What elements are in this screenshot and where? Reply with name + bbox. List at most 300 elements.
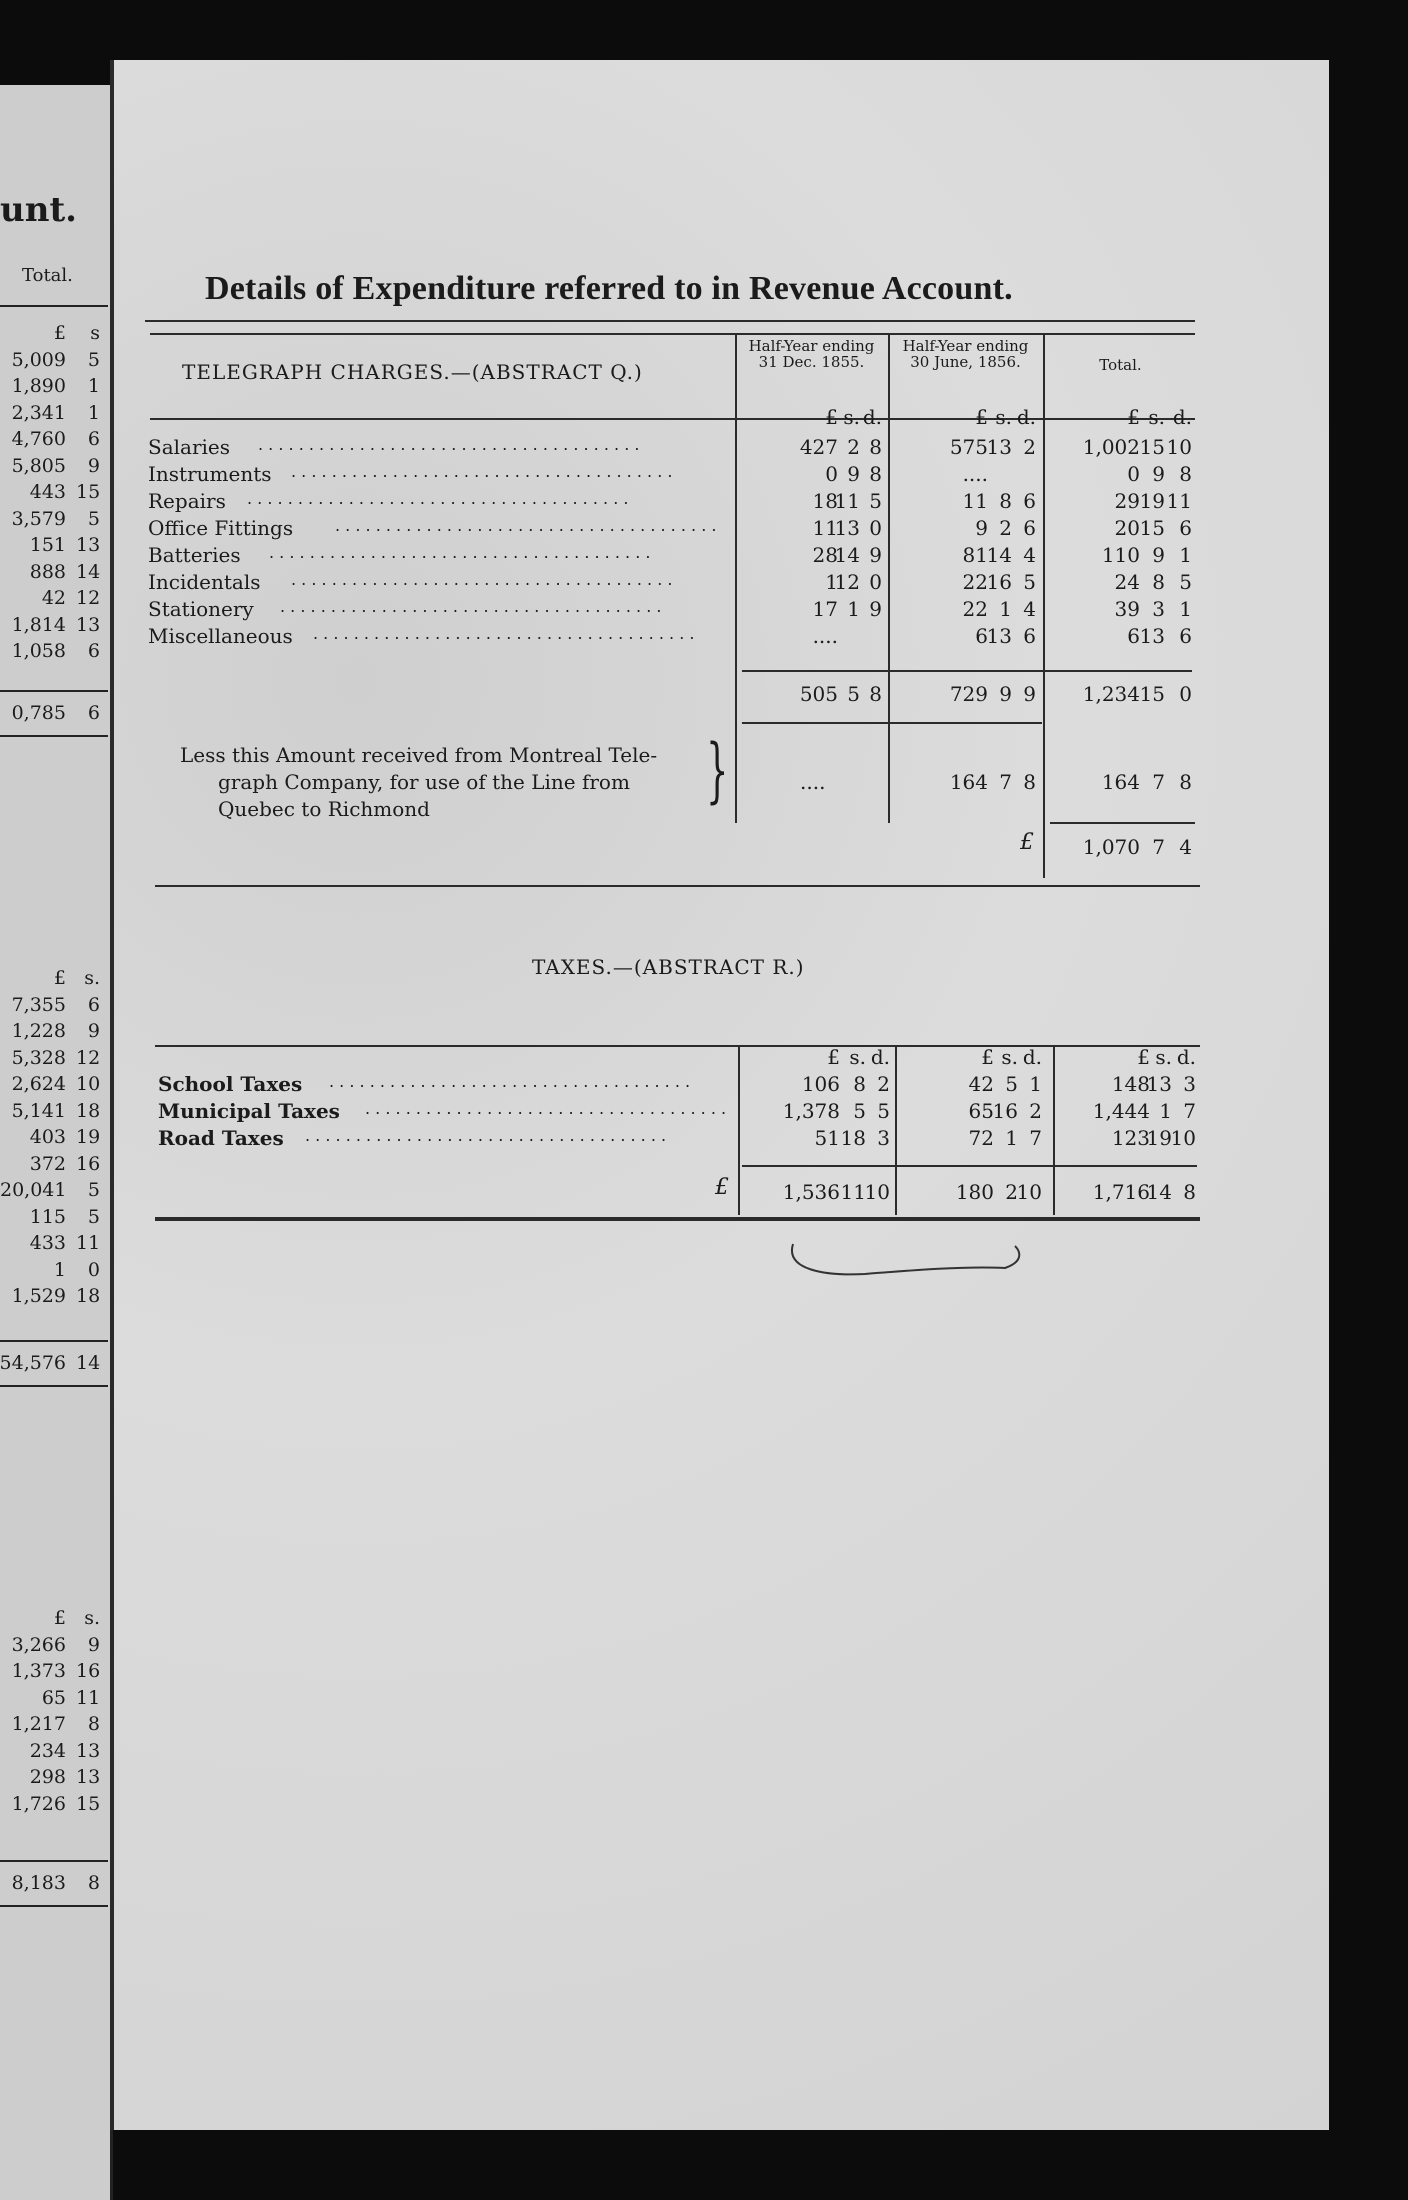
col1-shillings: 14 <box>834 543 860 567</box>
tax-col1-pence: 2 <box>877 1072 890 1096</box>
prev-row <box>0 1283 108 1310</box>
prev-shillings: 13 <box>76 1766 101 1788</box>
col1-pounds: 11 <box>812 516 838 540</box>
prev-pounds: 115 <box>29 1205 66 1228</box>
prev-shillings: 5 <box>87 348 100 371</box>
tax-col1-pounds: 106 <box>801 1072 840 1096</box>
rule <box>742 722 1042 724</box>
col3-pounds: 20 <box>1114 516 1140 540</box>
col2-pence: 6 <box>1023 489 1036 513</box>
less-col3-pence: 8 <box>1179 770 1192 794</box>
col1-pounds: 1 <box>825 570 838 594</box>
col2-pounds: 22 <box>962 597 988 621</box>
prev-pounds: 151 <box>29 534 66 556</box>
tax-col2-pounds: 65 <box>968 1099 994 1123</box>
prev-row <box>0 373 108 400</box>
tax-col2-shillings: 1 <box>1005 1126 1018 1150</box>
prev-block-3 <box>0 1605 108 1817</box>
prev-shillings: 13 <box>76 534 101 556</box>
rule <box>155 1217 1200 1221</box>
prev-pounds: 0,785 <box>11 702 66 724</box>
col2-pence: 6 <box>1023 516 1036 540</box>
col1-shillings: 12 <box>834 570 860 594</box>
prev-pounds: 403 <box>29 1126 66 1148</box>
prev-row <box>0 1870 108 1897</box>
lsd-header-pence: d. <box>1172 405 1192 429</box>
prev-divider <box>0 1385 108 1387</box>
leader-dots: . . . . . . . . . . . . . . . . . . . . . . . . . . . . . . . . . . . . . . <box>291 570 673 589</box>
prev-shillings: 5 <box>87 1179 100 1201</box>
tax-lsd-header-pence: d. <box>870 1045 890 1069</box>
col2-pence: 5 <box>1023 570 1036 594</box>
column-rule <box>888 333 890 823</box>
prev-shillings: 12 <box>76 1046 101 1069</box>
tax-col3-pounds: 123 <box>1111 1126 1150 1150</box>
tax-row-label: School Taxes <box>158 1072 303 1096</box>
prev-pounds: 1,217 <box>11 1713 66 1735</box>
prev-row <box>0 1204 108 1231</box>
telegraph-row-label: Repairs <box>148 489 226 513</box>
col2-shillings: 2 <box>999 516 1012 540</box>
prev-row <box>0 453 108 480</box>
prev-page-title-fragment: unt. <box>0 190 77 230</box>
tax-pound-symbol: £ <box>715 1175 729 1200</box>
tax-total-col3-pounds: 1,716 <box>1092 1180 1150 1204</box>
col3-shillings: 15 <box>1139 516 1165 540</box>
lsd-header-pounds: £ <box>1127 405 1140 429</box>
tax-lsd-header-pence: d. <box>1022 1045 1042 1069</box>
prev-pounds: 1,058 <box>11 640 66 662</box>
prev-shillings: 9 <box>87 1020 100 1042</box>
prev-page-total-label: Total. <box>22 265 73 286</box>
col1-pence: 9 <box>869 543 882 567</box>
less-col1-value: .... <box>800 770 826 794</box>
prev-row <box>0 1045 108 1072</box>
col2-shillings: 13 <box>986 624 1012 648</box>
leader-dots: . . . . . . . . . . . . . . . . . . . . . . . . . . . . . . . . . . . . . . <box>280 597 662 616</box>
prev-shillings: 14 <box>76 560 101 583</box>
tax-col2-pence: 1 <box>1029 1072 1042 1096</box>
prev-shillings: 8 <box>87 1713 100 1735</box>
prev-divider <box>0 1340 108 1342</box>
prev-row <box>0 1738 108 1765</box>
net-shillings: 7 <box>1152 835 1165 859</box>
prev-row <box>0 347 108 374</box>
prev-row <box>0 585 108 612</box>
col2-pounds: 11 <box>962 489 988 513</box>
leader-dots: . . . . . . . . . . . . . . . . . . . . . . . . . . . . . . . . . . . . . . <box>258 435 640 454</box>
tax-col3-pence: 3 <box>1183 1072 1196 1096</box>
prev-shillings: 6 <box>87 428 100 450</box>
prev-divider <box>0 1860 108 1862</box>
prev-pounds: 1,726 <box>11 1792 66 1815</box>
prev-pounds: 54,576 <box>0 1352 66 1374</box>
prev-shillings: 9 <box>87 454 100 477</box>
tax-col3-shillings: 1 <box>1159 1099 1172 1123</box>
rule <box>155 885 1200 887</box>
prev-row <box>0 1791 108 1818</box>
lsd-header-shillings: s. <box>843 405 860 429</box>
prev-row <box>0 1018 108 1045</box>
prev-row <box>0 1711 108 1738</box>
telegraph-row-label: Batteries <box>148 543 241 567</box>
tax-col3-shillings: 13 <box>1146 1072 1172 1096</box>
tax-col1-pounds: 51 <box>814 1126 840 1150</box>
prev-shillings: 19 <box>76 1126 101 1148</box>
prev-pounds: 1,814 <box>11 613 66 636</box>
leader-dots: . . . . . . . . . . . . . . . . . . . . . . . . . . . . . . . . . . . . . . <box>247 489 629 508</box>
prev-block-1 <box>0 320 108 665</box>
rule <box>155 1045 1200 1047</box>
prev-divider <box>0 305 108 307</box>
col2-shillings: 8 <box>999 489 1012 513</box>
tax-col2-pounds: 72 <box>968 1126 994 1150</box>
tax-col3-shillings: 19 <box>1146 1126 1172 1150</box>
col2-pence: 4 <box>1023 597 1036 621</box>
col3-pence: 1 <box>1179 597 1192 621</box>
col1-pence: 8 <box>869 462 882 486</box>
prev-row <box>0 1257 108 1284</box>
tax-col2-shillings: 16 <box>992 1099 1018 1123</box>
prev-divider <box>0 735 108 737</box>
prev-pounds: 1,529 <box>11 1285 66 1307</box>
col3-pounds: 0 <box>1127 462 1140 486</box>
prev-row <box>0 1151 108 1178</box>
tax-total-col2-pence: 10 <box>1016 1180 1042 1204</box>
tax-lsd-header-pence: d. <box>1176 1045 1196 1069</box>
tax-total-col3-pence: 8 <box>1183 1180 1196 1204</box>
col2-pounds: 575 <box>949 435 988 459</box>
rule <box>1050 822 1195 824</box>
prev-s-symbol: s <box>90 322 100 344</box>
col1-pence: 0 <box>869 570 882 594</box>
subtotal-col3-shillings: 15 <box>1139 682 1165 706</box>
prev-shillings: 15 <box>76 1792 101 1815</box>
prev-pounds: 42 <box>41 587 66 609</box>
col2-pounds: 9 <box>975 516 988 540</box>
tax-lsd-header-pounds: £ <box>827 1045 840 1069</box>
prev-shillings: 1 <box>87 375 100 397</box>
less-col3-shillings: 7 <box>1152 770 1165 794</box>
column-rule <box>1043 333 1045 878</box>
less-col2-pounds: 164 <box>949 770 988 794</box>
lsd-header-shillings: s. <box>1148 405 1165 429</box>
leader-dots: . . . . . . . . . . . . . . . . . . . . . . . . . . . . . . . . . . . . . . <box>335 516 717 535</box>
tax-row-label: Municipal Taxes <box>158 1099 340 1123</box>
prev-row <box>0 1071 108 1098</box>
prev-pounds: 5,805 <box>11 454 66 477</box>
prev-shillings: 5 <box>87 1205 100 1228</box>
prev-s-symbol: s. <box>84 967 100 989</box>
prev-row <box>0 1632 108 1659</box>
net-pound-symbol: £ <box>1020 830 1034 855</box>
col2-pence: 4 <box>1023 543 1036 567</box>
rule <box>742 1165 1197 1167</box>
prev-shillings: 13 <box>76 613 101 636</box>
tax-col1-shillings: 18 <box>840 1126 866 1150</box>
col3-shillings: 9 <box>1152 543 1165 567</box>
tax-col1-pence: 3 <box>877 1126 890 1150</box>
col1-pence: 8 <box>869 435 882 459</box>
less-text-line: Quebec to Richmond <box>218 797 430 821</box>
prev-header-row <box>0 1605 108 1632</box>
less-col3-pounds: 164 <box>1101 770 1140 794</box>
prev-shillings: 5 <box>87 507 100 530</box>
col2-pounds: 6 <box>975 624 988 648</box>
tax-col1-pounds: 1,378 <box>782 1099 840 1123</box>
prev-pounds: 234 <box>29 1739 66 1762</box>
col3-pence: 1 <box>1179 543 1192 567</box>
col1-shillings: 9 <box>847 462 860 486</box>
prev-pounds: 1 <box>53 1258 66 1281</box>
tax-col3-pounds: 148 <box>1111 1072 1150 1096</box>
telegraph-row-label: Instruments <box>148 462 272 486</box>
col3-pence: 8 <box>1179 462 1192 486</box>
leader-dots: . . . . . . . . . . . . . . . . . . . . . . . . . . . . . . . . . . . . <box>365 1099 727 1118</box>
col2-pence: 2 <box>1023 435 1036 459</box>
col2-pounds: 22 <box>962 570 988 594</box>
col2-pence: 6 <box>1023 624 1036 648</box>
col3-pence: 6 <box>1179 624 1192 648</box>
col2-pounds: .... <box>962 462 988 486</box>
prev-pounds: 1,373 <box>11 1660 66 1682</box>
prev-pounds: 372 <box>29 1152 66 1175</box>
prev-pound-symbol: £ <box>53 1607 66 1629</box>
prev-row <box>0 532 108 559</box>
col3-pence: 10 <box>1166 435 1192 459</box>
col3-pence: 5 <box>1179 570 1192 594</box>
lsd-header-pounds: £ <box>975 405 988 429</box>
subtotal-col1-pence: 8 <box>869 682 882 706</box>
subtotal-col3-pounds: 1,234 <box>1082 682 1140 706</box>
previous-page-strip <box>0 85 113 2200</box>
col3-pounds: 24 <box>1114 570 1140 594</box>
col3-shillings: 13 <box>1139 624 1165 648</box>
prev-block-3-total <box>0 1870 108 1897</box>
less-col2-pence: 8 <box>1023 770 1036 794</box>
rule <box>150 418 1195 420</box>
prev-shillings: 14 <box>76 1352 101 1374</box>
prev-pounds: 433 <box>29 1232 66 1254</box>
col3-shillings: 9 <box>1152 462 1165 486</box>
less-text-line: Less this Amount received from Montreal Tele- <box>180 743 658 767</box>
subtotal-col2-pounds: 729 <box>949 682 988 706</box>
prev-pounds: 20,041 <box>0 1179 67 1201</box>
column-rule <box>895 1045 897 1215</box>
prev-shillings: 8 <box>87 1872 100 1894</box>
less-text-line: graph Company, for use of the Line from <box>218 770 630 794</box>
col1-pence: 0 <box>869 516 882 540</box>
tax-col2-shillings: 5 <box>1005 1072 1018 1096</box>
col3-pounds: 6 <box>1127 624 1140 648</box>
col2-pounds: 81 <box>962 543 988 567</box>
tax-lsd-header-pounds: £ <box>1137 1045 1150 1069</box>
prev-row <box>0 1177 108 1204</box>
prev-row <box>0 400 108 427</box>
tax-col3-pence: 10 <box>1170 1126 1196 1150</box>
col1-pounds: 17 <box>812 597 838 621</box>
prev-shillings: 6 <box>87 640 100 662</box>
prev-pounds: 4,760 <box>11 428 66 450</box>
tax-col1-shillings: 8 <box>853 1072 866 1096</box>
tax-lsd-header-pounds: £ <box>981 1045 994 1069</box>
subtotal-col1-pounds: 505 <box>799 682 838 706</box>
prev-pounds: 2,624 <box>11 1073 66 1095</box>
prev-divider <box>0 690 108 692</box>
prev-pounds: 1,228 <box>11 1020 66 1042</box>
leader-dots: . . . . . . . . . . . . . . . . . . . . . . . . . . . . . . . . . . . . . . <box>313 624 695 643</box>
col3-shillings: 15 <box>1139 435 1165 459</box>
col2-shillings: 14 <box>986 543 1012 567</box>
tax-total-col1-pence: 10 <box>864 1180 890 1204</box>
prev-row <box>0 1098 108 1125</box>
prev-row <box>0 479 108 506</box>
column-rule <box>1053 1045 1055 1215</box>
net-pence: 4 <box>1179 835 1192 859</box>
prev-shillings: 1 <box>87 401 100 424</box>
tax-col2-pence: 7 <box>1029 1126 1042 1150</box>
prev-s-symbol: s. <box>84 1607 100 1629</box>
prev-pounds: 5,141 <box>11 1099 66 1122</box>
tax-col1-pence: 5 <box>877 1099 890 1123</box>
col1-header: Half-Year ending 31 Dec. 1855. <box>748 337 875 371</box>
less-amount-text <box>180 742 705 823</box>
prev-pounds: 5,328 <box>11 1046 66 1069</box>
tax-lsd-header-shillings: s. <box>1155 1045 1172 1069</box>
tax-col2-pounds: 42 <box>968 1072 994 1096</box>
prev-pounds: 5,009 <box>11 348 66 371</box>
prev-pounds: 1,890 <box>11 375 66 397</box>
pencil-mark-icon <box>785 1240 1025 1290</box>
tax-col1-shillings: 5 <box>853 1099 866 1123</box>
lsd-header-pence: d. <box>862 405 882 429</box>
page-title: Details of Expenditure referred to in Revenue Account. <box>205 270 1013 307</box>
prev-header-row <box>0 320 108 347</box>
subtotal-col3-pence: 0 <box>1179 682 1192 706</box>
prev-row <box>0 1764 108 1791</box>
prev-shillings: 11 <box>76 1686 101 1709</box>
leader-dots: . . . . . . . . . . . . . . . . . . . . . . . . . . . . . . . . . . . . . . <box>269 543 651 562</box>
col1-shillings: 2 <box>847 435 860 459</box>
less-col2-shillings: 7 <box>999 770 1012 794</box>
col2-shillings: 13 <box>986 435 1012 459</box>
telegraph-row-label: Incidentals <box>148 570 261 594</box>
col3-pence: 11 <box>1166 489 1192 513</box>
prev-pounds: 2,341 <box>11 401 66 424</box>
tax-col2-pence: 2 <box>1029 1099 1042 1123</box>
prev-shillings: 16 <box>76 1152 101 1175</box>
prev-block-1-total <box>0 700 108 727</box>
prev-row <box>0 638 108 665</box>
prev-row <box>0 992 108 1019</box>
telegraph-row-label: Salaries <box>148 435 231 459</box>
prev-shillings: 15 <box>76 481 101 503</box>
prev-pound-symbol: £ <box>53 322 66 344</box>
prev-shillings: 9 <box>87 1633 100 1656</box>
column-rule <box>735 333 737 823</box>
prev-row <box>0 700 108 727</box>
prev-divider <box>0 1905 108 1907</box>
col1-shillings: 11 <box>834 489 860 513</box>
col1-pounds: 427 <box>799 435 838 459</box>
col3-shillings: 19 <box>1139 489 1165 513</box>
prev-shillings: 11 <box>76 1232 101 1254</box>
prev-shillings: 10 <box>76 1073 101 1095</box>
col1-pence: 5 <box>869 489 882 513</box>
prev-shillings: 16 <box>76 1660 101 1682</box>
prev-shillings: 13 <box>76 1739 101 1762</box>
prev-row <box>0 1685 108 1712</box>
col3-pounds: 1,002 <box>1082 435 1140 459</box>
tax-total-col1-pounds: 1,536 <box>782 1180 840 1204</box>
tax-total-col2-pounds: 180 <box>955 1180 994 1204</box>
prev-pounds: 65 <box>41 1686 66 1709</box>
prev-row <box>0 426 108 453</box>
prev-row <box>0 506 108 533</box>
taxes-section-title: TAXES.—(ABSTRACT R.) <box>532 955 805 979</box>
subtotal-col1-shillings: 5 <box>847 682 860 706</box>
col3-header: Total. <box>1099 356 1142 374</box>
prev-shillings: 0 <box>87 1258 100 1281</box>
prev-row <box>0 1658 108 1685</box>
col3-pence: 6 <box>1179 516 1192 540</box>
col2-shillings: 16 <box>986 570 1012 594</box>
subtotal-col2-pence: 9 <box>1023 682 1036 706</box>
prev-pounds: 7,355 <box>11 993 66 1016</box>
prev-row <box>0 1124 108 1151</box>
prev-pounds: 298 <box>29 1766 66 1788</box>
prev-pounds: 888 <box>29 560 66 583</box>
leader-dots: . . . . . . . . . . . . . . . . . . . . . . . . . . . . . . . . . . . . <box>329 1072 691 1091</box>
col3-shillings: 8 <box>1152 570 1165 594</box>
col3-shillings: 3 <box>1152 597 1165 621</box>
prev-shillings: 6 <box>87 993 100 1016</box>
tax-lsd-header-shillings: s. <box>849 1045 866 1069</box>
col3-pounds: 39 <box>1114 597 1140 621</box>
col3-pounds: 29 <box>1114 489 1140 513</box>
prev-pounds: 3,266 <box>11 1633 66 1656</box>
lsd-header-pounds: £ <box>825 405 838 429</box>
net-pounds: 1,070 <box>1082 835 1140 859</box>
tax-col3-pence: 7 <box>1183 1099 1196 1123</box>
prev-row <box>0 1350 108 1377</box>
prev-block-2 <box>0 965 108 1310</box>
lsd-header-shillings: s. <box>995 405 1012 429</box>
prev-header-row <box>0 965 108 992</box>
prev-shillings: 6 <box>87 702 100 724</box>
prev-row <box>0 1230 108 1257</box>
lsd-header-pence: d. <box>1016 405 1036 429</box>
col2-shillings: 1 <box>999 597 1012 621</box>
tax-col3-pounds: 1,444 <box>1092 1099 1150 1123</box>
col2-header: Half-Year ending 30 June, 1856. <box>902 337 1029 371</box>
col1-pence: 9 <box>869 597 882 621</box>
tax-total-col2-shillings: 2 <box>1005 1180 1018 1204</box>
tax-row-label: Road Taxes <box>158 1126 284 1150</box>
col1-pounds: .... <box>812 624 838 648</box>
column-rule <box>738 1045 740 1215</box>
prev-shillings: 18 <box>76 1285 101 1307</box>
prev-pounds: 3,579 <box>11 507 66 530</box>
prev-row <box>0 559 108 586</box>
telegraph-row-label: Stationery <box>148 597 254 621</box>
tax-lsd-header-shillings: s. <box>1001 1045 1018 1069</box>
prev-pound-symbol: £ <box>53 967 66 989</box>
prev-pounds: 443 <box>29 481 66 503</box>
col1-shillings: 13 <box>834 516 860 540</box>
tax-total-col3-shillings: 14 <box>1146 1180 1172 1204</box>
telegraph-row-label: Miscellaneous <box>148 624 293 648</box>
